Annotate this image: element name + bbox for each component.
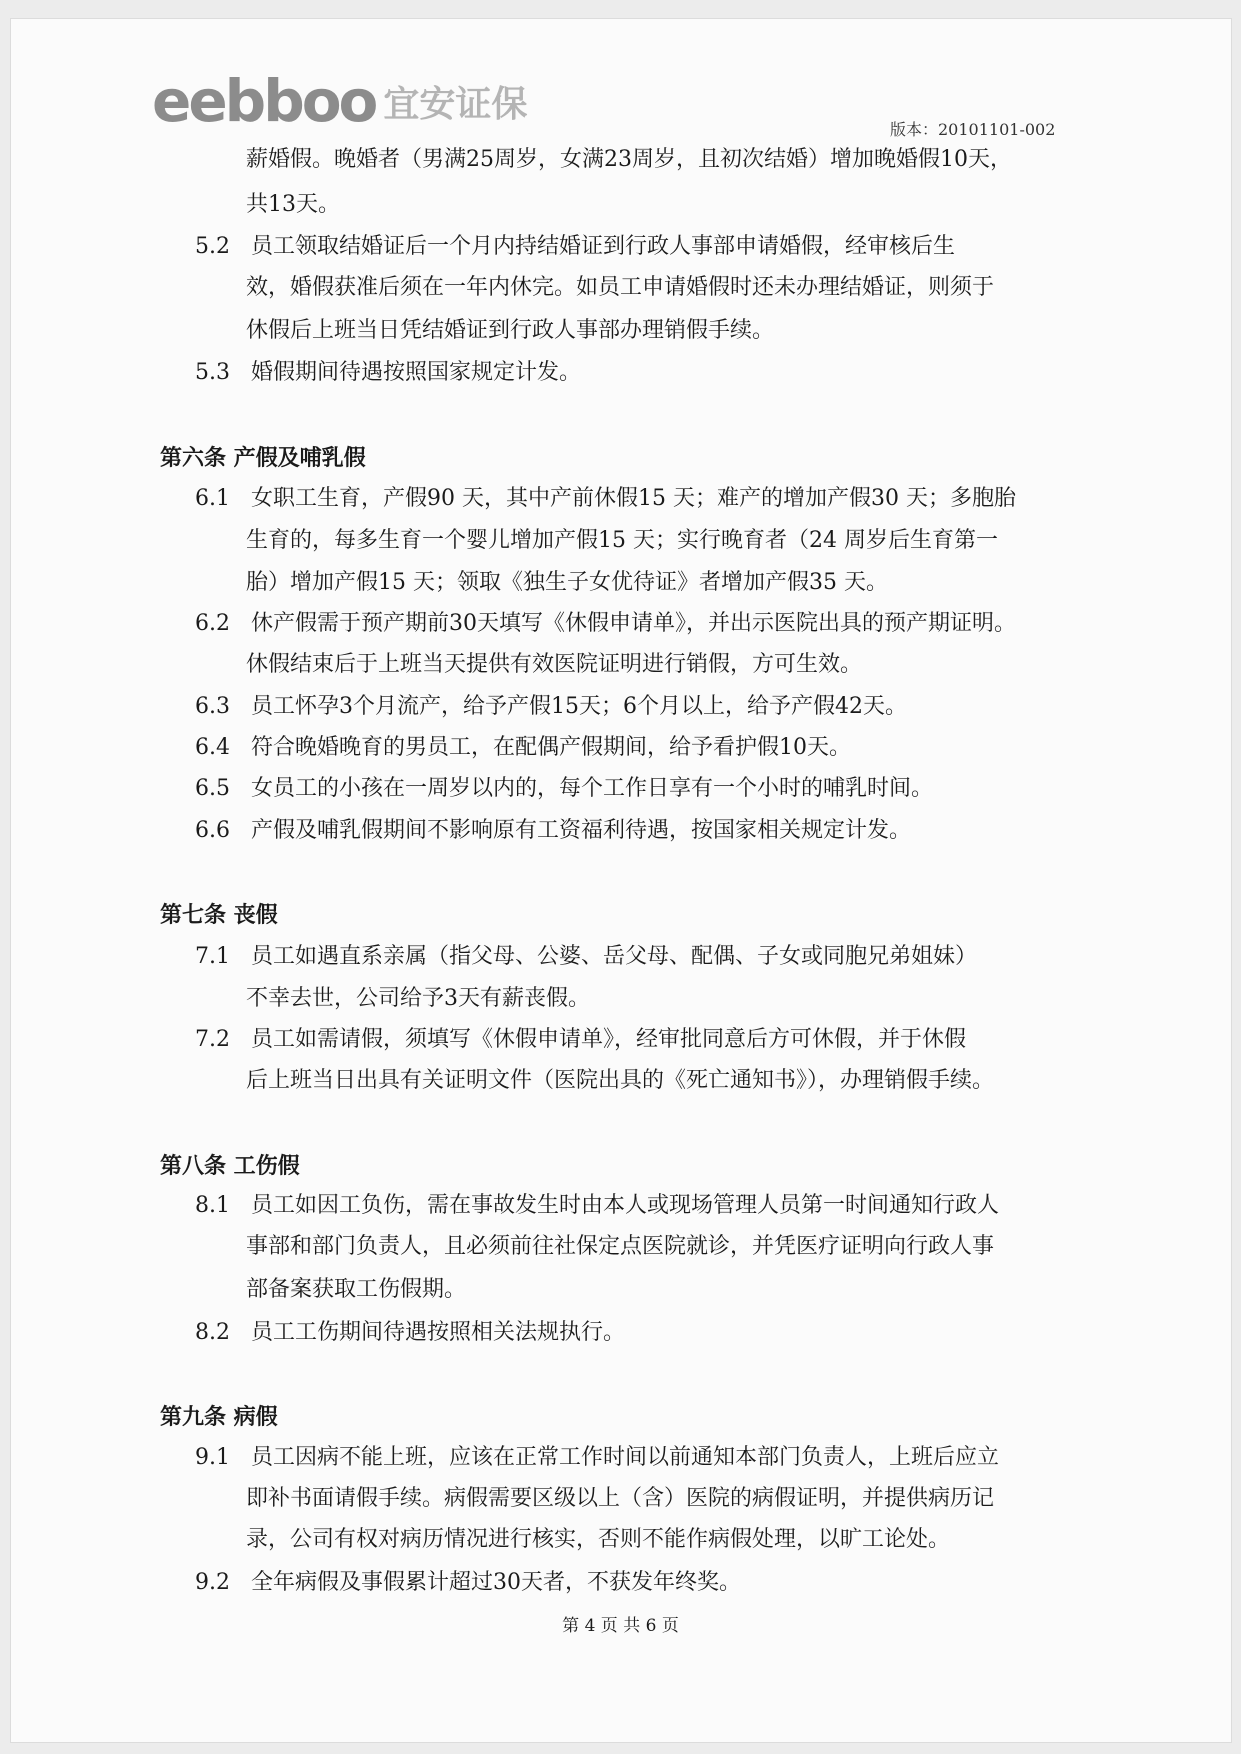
item-6-4: [195, 733, 851, 763]
item-7-2: [195, 1025, 966, 1055]
section-6-heading: 第六条 产假及哺乳假: [160, 445, 366, 471]
item-number: 8.2: [195, 1320, 230, 1345]
item-6-5: [195, 774, 933, 804]
item-number: 8.1: [195, 1193, 230, 1218]
section-9-heading: 第九条 病假: [160, 1404, 278, 1430]
item-number: 7.1: [195, 944, 230, 969]
item-9-1: [195, 1443, 999, 1473]
item-9-2: [195, 1568, 741, 1598]
item-9-1-line-3: 录，公司有权对病历情况进行核实，否则不能作病假处理，以旷工论处。: [246, 1527, 951, 1552]
logo-wordmark: eebboo: [152, 67, 376, 135]
item-6-1: [195, 484, 1016, 514]
item-number: 6.2: [195, 611, 230, 636]
item-6-1-line-3: 胎）增加产假15 天；领取《独生子女优待证》者增加产假35 天。: [246, 570, 888, 595]
item-5-2: [195, 232, 955, 262]
item-number: 6.3: [195, 694, 230, 719]
item-number: 7.2: [195, 1027, 230, 1052]
item-number: 6.6: [195, 818, 230, 843]
item-5-3: [195, 358, 581, 388]
item-6-3: [195, 692, 907, 722]
item-text: 员工怀孕3个月流产，给予产假15天；6个月以上，给予产假42天。: [251, 694, 907, 719]
item-8-1: [195, 1191, 999, 1221]
item-9-1-line-2: 即补书面请假手续。病假需要区级以上（含）医院的病假证明，并提供病历记: [246, 1486, 995, 1511]
item-6-1-line-2: 生育的，每多生育一个婴儿增加产假15 天；实行晚育者（24 周岁后生育第一: [246, 528, 998, 553]
item-8-2: [195, 1318, 625, 1348]
section-7-heading: 第七条 丧假: [160, 902, 278, 928]
item-5-2-line-3: 休假后上班当日凭结婚证到行政人事部办理销假手续。: [246, 318, 775, 343]
item-text: 产假及哺乳假期间不影响原有工资福利待遇，按国家相关规定计发。: [251, 818, 912, 843]
item-text: 员工领取结婚证后一个月内持结婚证到行政人事部申请婚假，经审核后生: [251, 234, 956, 259]
item-text: 员工工伤期间待遇按照相关法规执行。: [251, 1320, 626, 1345]
section-8-heading: 第八条 工伤假: [160, 1153, 300, 1179]
item-text: 女员工的小孩在一周岁以内的，每个工作日享有一个小时的哺乳时间。: [251, 776, 934, 801]
item-number: 9.2: [195, 1570, 230, 1595]
page-number: 第 4 页 共 6 页: [562, 1616, 679, 1636]
version-number: 版本：20101101-002: [890, 120, 1056, 139]
item-8-1-line-2: 事部和部门负责人，且必须前往社保定点医院就诊，并凭医疗证明向行政人事: [246, 1234, 995, 1259]
item-text: 员工因病不能上班，应该在正常工作时间以前通知本部门负责人，上班后应立: [251, 1445, 1000, 1470]
item-6-2: [195, 609, 1016, 639]
sec5-cont-line-2: 共13天。: [246, 192, 340, 217]
item-text: 员工如需请假，须填写《休假申请单》，经审批同意后方可休假，并于休假: [251, 1027, 967, 1052]
item-text: 符合晚婚晚育的男员工，在配偶产假期间，给予看护假10天。: [251, 735, 851, 760]
item-number: 5.3: [195, 360, 230, 385]
sec5-cont-line-1: 薪婚假。晚婚者（男满25周岁，女满23周岁，且初次结婚）增加晚婚假10天，: [246, 147, 1012, 172]
item-8-1-line-3: 部备案获取工伤假期。: [246, 1277, 467, 1302]
item-number: 6.4: [195, 735, 230, 760]
item-number: 6.1: [195, 486, 230, 511]
item-text: 员工如遇直系亲属（指父母、公婆、岳父母、配偶、子女或同胞兄弟姐妹）: [251, 944, 978, 969]
item-7-2-line-2: 后上班当日出具有关证明文件（医院出具的《死亡通知书》），办理销假手续。: [246, 1068, 995, 1093]
item-number: 9.1: [195, 1445, 230, 1470]
logo-chinese-name: 宜安证保: [383, 84, 528, 125]
item-text: 婚假期间待遇按照国家规定计发。: [251, 360, 582, 385]
item-number: 6.5: [195, 776, 230, 801]
company-logo: [152, 67, 528, 135]
item-text: 全年病假及事假累计超过30天者，不获发年终奖。: [251, 1570, 741, 1595]
item-text: 员工如因工负伤，需在事故发生时由本人或现场管理人员第一时间通知行政人: [251, 1193, 1000, 1218]
item-text: 女职工生育，产假90 天，其中产前休假15 天；难产的增加产假30 天；多胞胎: [251, 486, 1016, 511]
item-7-1: [195, 942, 977, 972]
item-6-2-line-2: 休假结束后于上班当天提供有效医院证明进行销假，方可生效。: [246, 652, 863, 677]
item-6-6: [195, 816, 911, 846]
item-5-2-line-2: 效，婚假获准后须在一年内休完。如员工申请婚假时还未办理结婚证，则须于: [246, 275, 995, 300]
item-number: 5.2: [195, 234, 230, 259]
item-text: 休产假需于预产期前30天填写《休假申请单》，并出示医院出具的预产期证明。: [251, 611, 1016, 636]
item-7-1-line-2: 不幸去世，公司给予3天有薪丧假。: [246, 986, 590, 1011]
